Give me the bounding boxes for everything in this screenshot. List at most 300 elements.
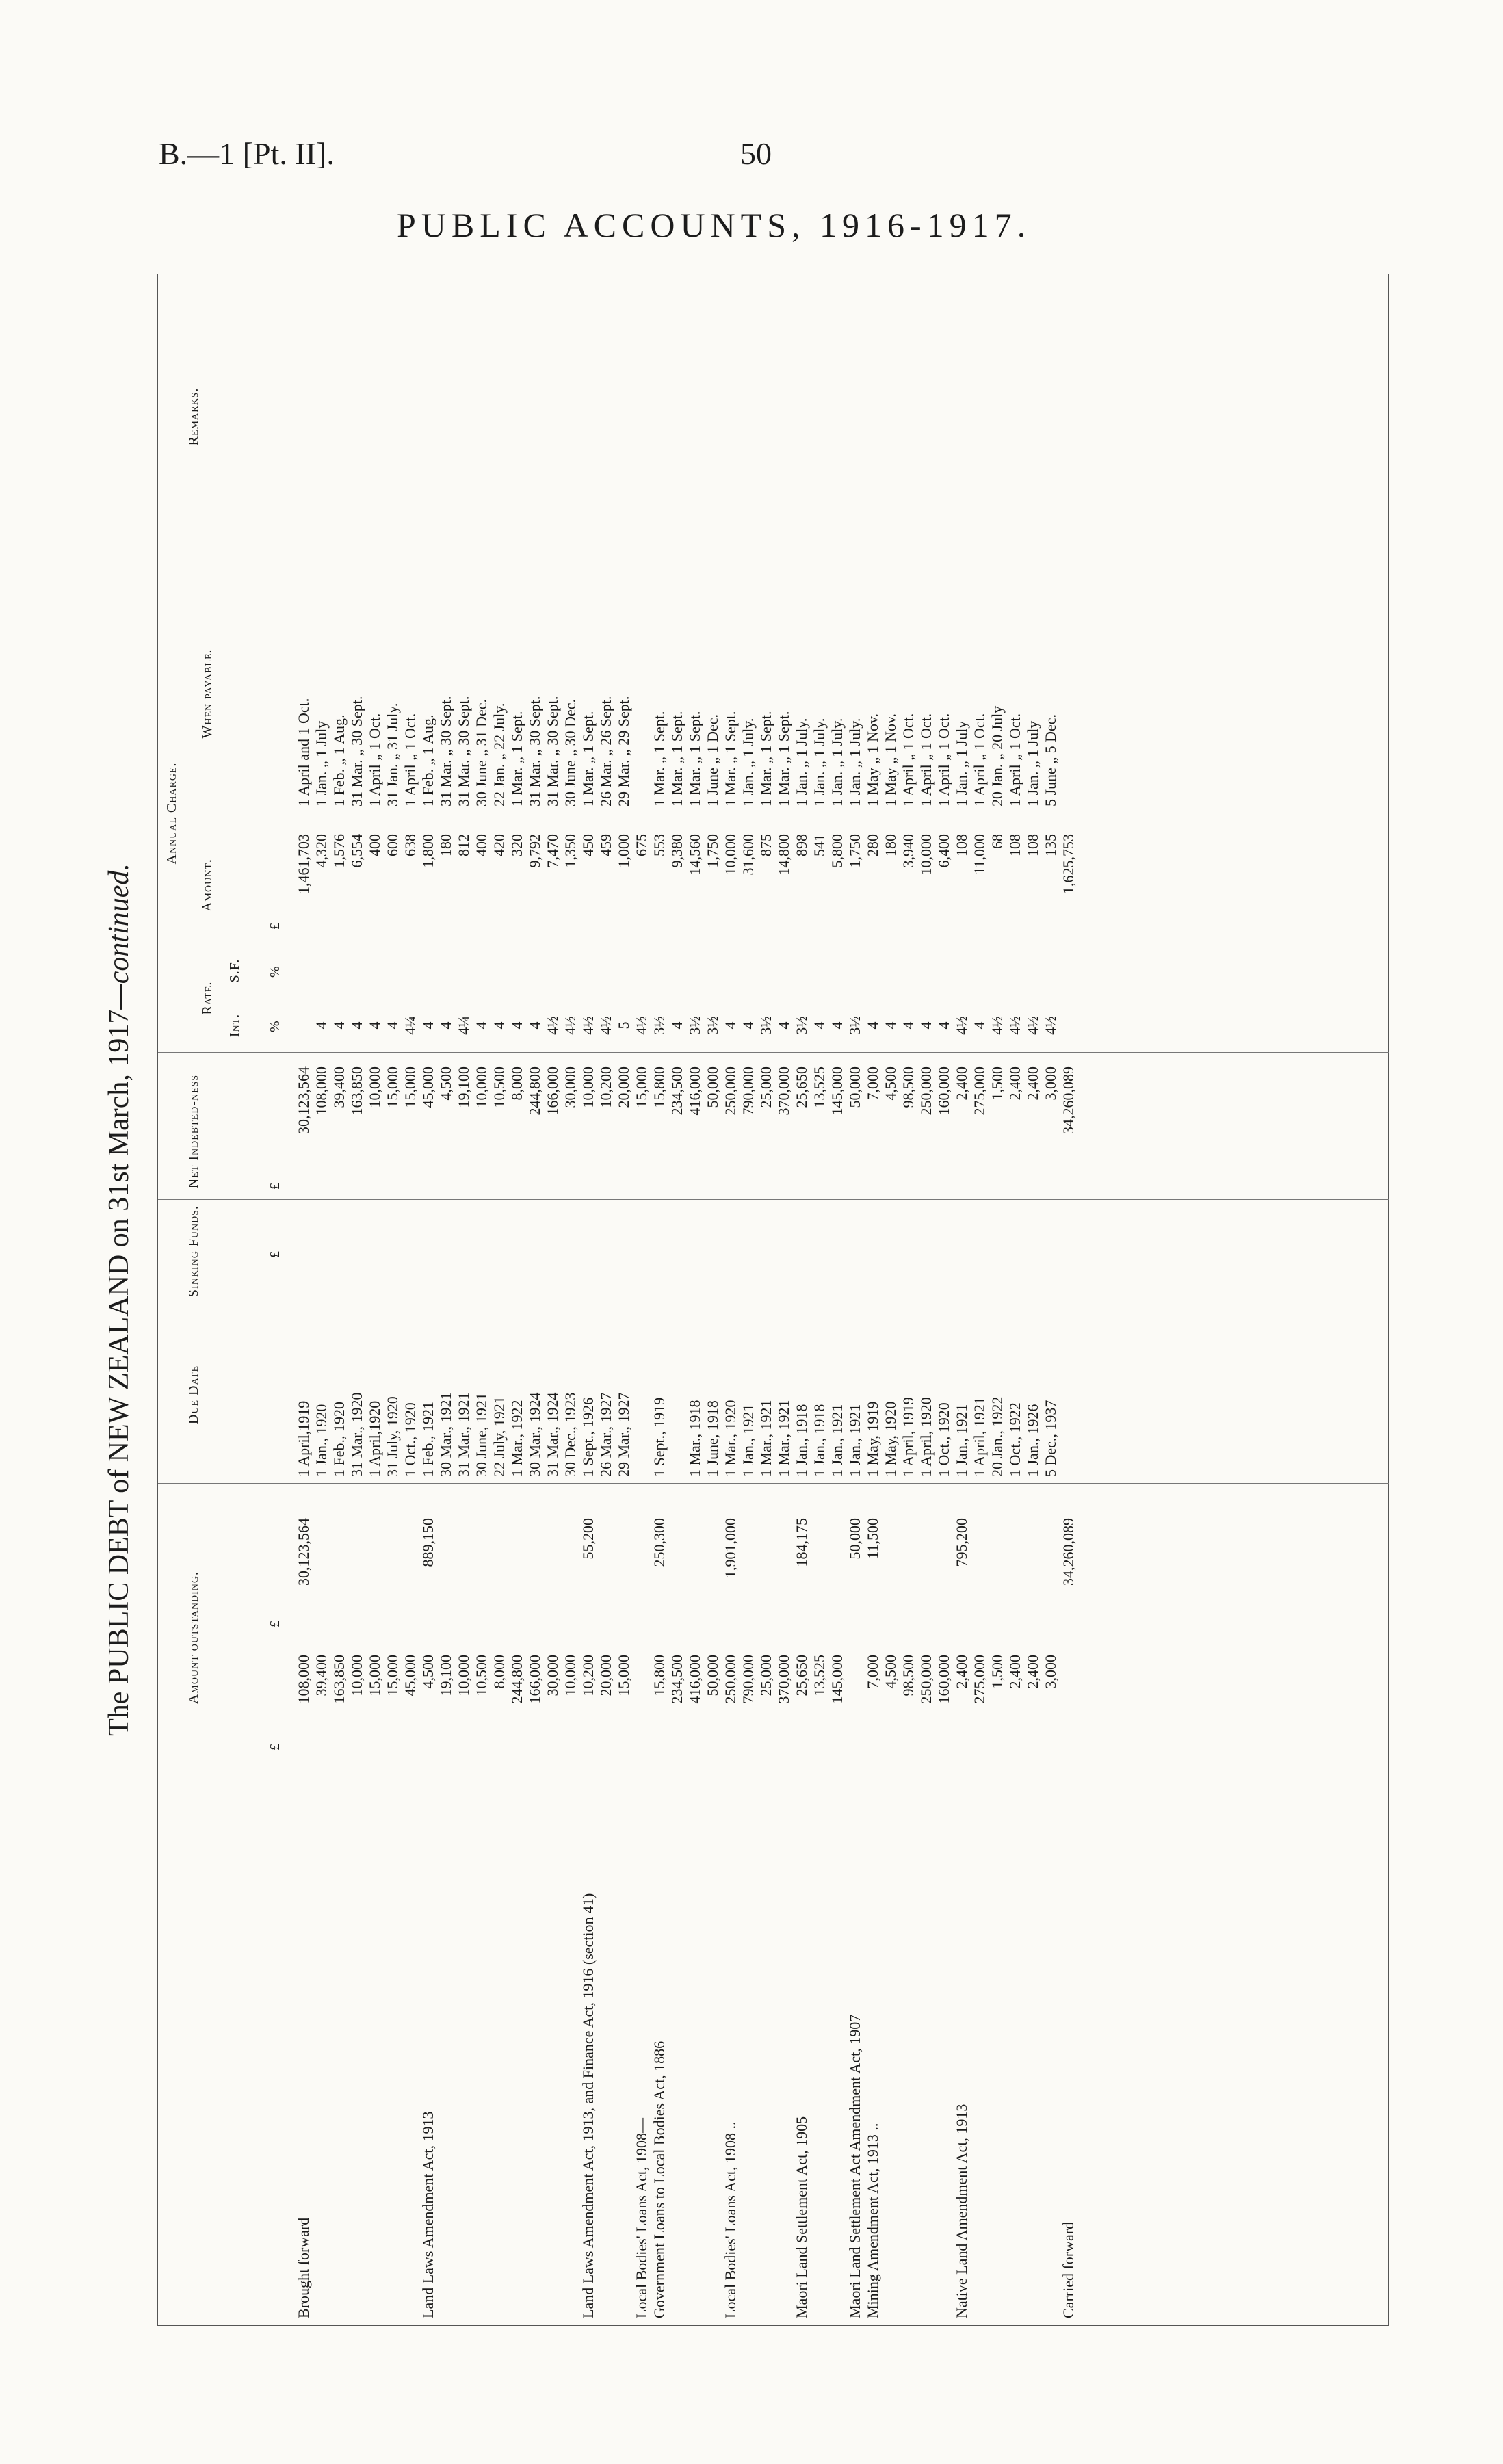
table-row: [775, 273, 793, 2325]
cell-when: 1 Jan. „ 1 July.: [811, 718, 828, 807]
cell-when: 30 June „ 31 Dec.: [473, 698, 490, 807]
cell-chg: 459: [597, 834, 614, 856]
page-reference: B.—1 [Pt. II].: [159, 136, 335, 171]
cell-when: 22 Jan. „ 22 July.: [491, 703, 508, 807]
cell-net: 10,000: [366, 1066, 383, 1108]
cell-net: 19,100: [455, 1066, 472, 1108]
cell-chg: 3,940: [900, 834, 917, 868]
table-row: [722, 273, 740, 2325]
cell-amt: 10,200: [579, 1655, 597, 1696]
cell-net: 790,000: [740, 1066, 757, 1116]
cell-chg: 280: [864, 834, 881, 856]
rotated-table-block: [96, 137, 1464, 2326]
cell-int: 4: [419, 1021, 436, 1030]
cell-net: 275,000: [971, 1066, 988, 1116]
cell-due: 1 Mar., 1921: [757, 1400, 774, 1477]
cell-desc: Government Loans to Local Bodies Act, 1886: [651, 2041, 668, 2318]
cell-due: 1 Jan., 1918: [811, 1404, 828, 1477]
cell-int: 3½: [686, 1016, 703, 1035]
cell-amt: 50,000: [704, 1655, 721, 1696]
cell-int: 4: [900, 1021, 917, 1030]
header-amount-outstanding: Amount outstanding.: [186, 1571, 201, 1704]
table-row: [384, 273, 402, 2325]
cell-amt: 416,000: [686, 1655, 703, 1704]
cell-chg: 14,560: [686, 834, 703, 876]
cell-amt: 370,000: [775, 1655, 792, 1704]
cell-net: 15,800: [651, 1066, 668, 1108]
cell-amt: 2,400: [1024, 1655, 1041, 1689]
cell-int: 4: [722, 1021, 739, 1030]
cell-int: 3½: [651, 1016, 668, 1035]
cell-net: 244,800: [526, 1066, 543, 1116]
cell-chg: 898: [793, 834, 810, 856]
cell-chg: 11,000: [971, 834, 988, 875]
cell-grp: 34,260,089: [1060, 1518, 1077, 1586]
cell-net: 166,000: [544, 1066, 561, 1116]
table-row: [668, 273, 686, 2325]
cell-due: 1 May, 1919: [864, 1401, 881, 1477]
cell-due: 1 Jan., 1921: [828, 1404, 846, 1477]
cell-net: 1,500: [989, 1066, 1006, 1101]
table-row: [313, 273, 330, 2325]
cell-due: 1 Mar., 1921: [775, 1400, 792, 1477]
unit-pound: £: [267, 1183, 283, 1190]
cell-due: 1 Jan., 1921: [953, 1404, 970, 1477]
cell-amt: 25,000: [757, 1655, 774, 1696]
cell-when: 1 June „ 1 Dec.: [704, 713, 721, 807]
cell-chg: 10,000: [722, 834, 739, 876]
table-row: [1042, 273, 1060, 2325]
cell-due: 1 Mar., 1920: [722, 1400, 739, 1477]
cell-due: 29 Mar., 1927: [615, 1392, 632, 1477]
cell-amt: 145,000: [828, 1655, 846, 1704]
cell-amt: 15,800: [651, 1655, 668, 1696]
cell-int: 3½: [846, 1016, 863, 1035]
cell-amt: 4,500: [419, 1655, 436, 1689]
cell-due: 1 Jan., 1921: [740, 1404, 757, 1477]
cell-chg: 6,554: [348, 834, 365, 868]
unit-percent: %: [267, 966, 283, 978]
cell-chg: 7,470: [544, 834, 561, 868]
cell-int: 4½: [953, 1016, 970, 1035]
cell-when: 1 April „ 1 Oct.: [900, 713, 917, 807]
table-row: [651, 273, 668, 2325]
cell-due: 1 Feb., 1920: [330, 1402, 348, 1477]
cell-chg: 1,750: [704, 834, 721, 868]
cell-int: 4: [882, 1021, 899, 1030]
cell-int: 4: [526, 1021, 543, 1030]
table-row: [508, 273, 526, 2325]
table-row: [811, 273, 828, 2325]
cell-when: 1 Jan. „ 1 July.: [740, 718, 757, 807]
cell-amt: 3,000: [1042, 1655, 1059, 1689]
cell-int: 4: [828, 1021, 846, 1030]
table-row: [526, 273, 544, 2325]
cell-due: 31 Mar., 1924: [544, 1392, 561, 1477]
cell-int: 4: [864, 1021, 881, 1030]
cell-due: 1 Sept., 1926: [579, 1397, 597, 1477]
unit-percent: %: [267, 1021, 283, 1032]
table-row: [402, 273, 419, 2325]
header-due-date: Due Date: [186, 1365, 201, 1425]
unit-pound: £: [267, 1621, 283, 1627]
cell-when: 1 April „ 1 Oct.: [971, 713, 988, 807]
cell-net: 250,000: [722, 1066, 739, 1116]
cell-chg: 450: [579, 834, 597, 856]
header-rate: Rate.: [200, 981, 215, 1015]
cell-desc: Maori Land Settlement Act Amendment Act, 1907: [846, 2014, 863, 2318]
cell-amt: 250,000: [722, 1655, 739, 1704]
cell-amt: 19,100: [437, 1655, 454, 1696]
cell-amt: 4,500: [882, 1655, 899, 1689]
cell-net: 3,000: [1042, 1066, 1059, 1101]
cell-chg: 9,380: [668, 834, 685, 868]
cell-amt: 15,000: [384, 1655, 401, 1696]
cell-when: 1 April „ 1 Oct.: [402, 713, 419, 807]
cell-amt: 160,000: [935, 1655, 952, 1704]
table-row: [757, 273, 775, 2325]
cell-int: 4: [740, 1021, 757, 1030]
cell-chg: 6,400: [935, 834, 952, 868]
header-when-payable: When payable.: [200, 648, 215, 739]
cell-amt: 30,000: [544, 1655, 561, 1696]
cell-when: 1 Mar. „ 1 Sept.: [686, 711, 703, 807]
cell-when: 31 Mar. „ 30 Sept.: [455, 696, 472, 807]
cell-due: 31 July, 1920: [384, 1396, 401, 1477]
cell-due: 1 Jan., 1918: [793, 1404, 810, 1477]
table-title-suffix: —continued.: [103, 863, 135, 1010]
cell-net: 163,850: [348, 1066, 365, 1116]
cell-net: 10,200: [597, 1066, 614, 1108]
cell-chg: 108: [1006, 834, 1023, 856]
cell-amt: 1,500: [989, 1655, 1006, 1689]
cell-chg: 108: [1024, 834, 1041, 856]
page-title: PUBLIC ACCOUNTS, 1916-1917.: [397, 206, 1032, 244]
cell-net: 98,500: [900, 1066, 917, 1108]
header-net-indebtedness: Net Indebted-ness: [186, 1074, 201, 1189]
cell-when: 1 Mar. „ 1 Sept.: [757, 711, 774, 807]
cell-amt: 8,000: [491, 1655, 508, 1689]
cell-int: 4: [935, 1021, 952, 1030]
table-row: [419, 273, 437, 2325]
cell-net: 108,000: [313, 1066, 330, 1116]
table-row: [846, 273, 864, 2325]
cell-when: 1 Jan. „ 1 July: [313, 720, 330, 807]
cell-due: 1 June, 1918: [704, 1400, 721, 1477]
table-row: [633, 273, 651, 2325]
table-row: [597, 273, 615, 2325]
cell-net: 2,400: [953, 1066, 970, 1101]
cell-when: 1 Feb. „ 1 Aug.: [419, 714, 436, 807]
cell-chg: 675: [633, 834, 650, 856]
table-row: [917, 273, 935, 2325]
cell-chg: 875: [757, 834, 774, 856]
cell-chg: 135: [1042, 834, 1059, 856]
table-row: [935, 273, 953, 2325]
cell-grp: 795,200: [953, 1518, 970, 1567]
cell-net: 10,500: [491, 1066, 508, 1108]
cell-amt: 15,000: [615, 1655, 632, 1696]
cell-net: 20,000: [615, 1066, 632, 1108]
cell-net: 25,650: [793, 1066, 810, 1108]
cell-chg: 420: [491, 834, 508, 856]
unit-pound: £: [267, 923, 283, 930]
cell-int: 4: [366, 1021, 383, 1030]
cell-due: 26 Mar., 1927: [597, 1392, 614, 1477]
cell-due: 30 Dec., 1923: [562, 1392, 579, 1477]
table-row: [348, 273, 366, 2325]
cell-net: 8,000: [508, 1066, 525, 1101]
table-row: [686, 273, 704, 2325]
cell-net: 15,000: [633, 1066, 650, 1108]
cell-int: 4: [917, 1021, 935, 1030]
cell-grp: 889,150: [419, 1518, 436, 1567]
cell-net: 10,000: [579, 1066, 597, 1108]
cell-when: 31 Mar. „ 30 Sept.: [544, 696, 561, 807]
cell-amt: 108,000: [295, 1655, 312, 1704]
cell-int: 4½: [579, 1016, 597, 1035]
page-number: 50: [740, 136, 772, 171]
cell-due: 22 July, 1921: [491, 1396, 508, 1477]
cell-net: 30,123,564: [295, 1066, 312, 1134]
cell-int: 4: [508, 1021, 525, 1030]
cell-when: 1 Jan. „ 1 July: [1024, 720, 1041, 807]
cell-net: 4,500: [882, 1066, 899, 1101]
cell-amt: 166,000: [526, 1655, 543, 1704]
cell-due: 1 April, 1920: [917, 1397, 935, 1477]
table-row: [989, 273, 1006, 2325]
cell-desc: Maori Land Settlement Act, 1905: [793, 2116, 810, 2318]
cell-desc: Brought forward: [295, 2217, 312, 2318]
cell-when: 29 Mar. „ 29 Sept.: [615, 696, 632, 807]
header-sinking-funds: Sinking Funds.: [186, 1205, 201, 1298]
cell-when: 1 Mar. „ 1 Sept.: [579, 711, 597, 807]
cell-chg: 812: [455, 834, 472, 856]
cell-amt: 25,650: [793, 1655, 810, 1696]
cell-int: 3½: [793, 1016, 810, 1035]
cell-net: 234,500: [668, 1066, 685, 1116]
cell-amt: 234,500: [668, 1655, 685, 1704]
cell-chg: 600: [384, 834, 401, 856]
cell-when: 1 Mar. „ 1 Sept.: [668, 711, 685, 807]
cell-desc: Native Land Amendment Act, 1913: [953, 2103, 970, 2318]
cell-int: 4½: [562, 1016, 579, 1035]
cell-due: 1 April,1920: [366, 1400, 383, 1477]
table-row: [1006, 273, 1024, 2325]
cell-int: 4¼: [455, 1016, 472, 1035]
cell-due: 5 Dec., 1937: [1042, 1400, 1059, 1477]
cell-due: 1 Oct., 1922: [1006, 1402, 1023, 1477]
header-int: Int.: [227, 1013, 242, 1038]
cell-when: 1 Jan. „ 1 July.: [793, 718, 810, 807]
cell-int: 4½: [633, 1016, 650, 1035]
cell-chg: 1,750: [846, 834, 863, 868]
cell-when: 1 April „ 1 Oct.: [1006, 713, 1023, 807]
cell-when: 20 Jan. „ 20 July: [989, 705, 1006, 807]
cell-when: 1 Mar. „ 1 Sept.: [651, 711, 668, 807]
cell-chg: 10,000: [917, 834, 935, 876]
cell-due: 1 Sept., 1919: [651, 1397, 668, 1477]
cell-int: 4: [348, 1021, 365, 1030]
cell-int: 4: [384, 1021, 401, 1030]
cell-due: 1 Mar., 1918: [686, 1400, 703, 1477]
table-row: [473, 273, 491, 2325]
table-row: [740, 273, 757, 2325]
header-annual-charge: Annual Charge.: [164, 762, 179, 865]
cell-grp: 184,175: [793, 1518, 810, 1567]
cell-amt: 10,000: [562, 1655, 579, 1696]
cell-chg: 5,800: [828, 834, 846, 868]
cell-when: 31 Mar. „ 30 Sept.: [526, 696, 543, 807]
cell-int: 5: [615, 1021, 632, 1030]
table-row: [793, 273, 811, 2325]
cell-chg: 180: [437, 834, 454, 856]
header-remarks: Remarks.: [186, 387, 201, 446]
cell-net: 145,000: [828, 1066, 846, 1116]
cell-net: 416,000: [686, 1066, 703, 1116]
cell-int: 4: [811, 1021, 828, 1030]
cell-int: 4: [473, 1021, 490, 1030]
cell-chg: 9,792: [526, 834, 543, 868]
cell-int: 4: [330, 1021, 348, 1030]
cell-when: 1 Jan. „ 1 July.: [828, 718, 846, 807]
cell-amt: 244,800: [508, 1655, 525, 1704]
table-row: [704, 273, 722, 2325]
table-row: [491, 273, 508, 2325]
cell-chg: 31,600: [740, 834, 757, 876]
cell-chg: 1,461,703: [295, 834, 312, 894]
cell-due: 1 May, 1920: [882, 1401, 899, 1477]
cell-int: 4¼: [402, 1016, 419, 1035]
cell-due: 31 Mar., 1921: [455, 1392, 472, 1477]
cell-chg: 180: [882, 834, 899, 856]
cell-int: 4: [313, 1021, 330, 1030]
cell-due: 1 Feb., 1921: [419, 1402, 436, 1477]
cell-when: 1 May „ 1 Nov.: [864, 713, 881, 807]
table-row: [1024, 273, 1042, 2325]
cell-when: 30 June „ 30 Dec.: [562, 698, 579, 807]
cell-int: 4½: [1006, 1016, 1023, 1035]
cell-amt: 2,400: [1006, 1655, 1023, 1689]
cell-chg: 68: [989, 834, 1006, 849]
table-frame: [157, 274, 1389, 2326]
table-row: [882, 273, 900, 2325]
cell-desc: Mining Amendment Act, 1913 ..: [864, 2123, 881, 2318]
cell-int: 3½: [757, 1016, 774, 1035]
cell-desc: Land Laws Amendment Act, 1913, and Finance Act, 1916 (section 41): [579, 1893, 597, 2318]
cell-desc: Local Bodies' Loans Act, 1908 ..: [722, 2121, 739, 2318]
table-row: [437, 273, 455, 2325]
cell-amt: 275,000: [971, 1655, 988, 1704]
cell-int: 4½: [1024, 1016, 1041, 1035]
cell-net: 2,400: [1006, 1066, 1023, 1101]
table-row: [330, 273, 348, 2325]
cell-net: 30,000: [562, 1066, 579, 1108]
cell-amt: 7,000: [864, 1655, 881, 1689]
cell-due: 1 Jan., 1926: [1024, 1404, 1041, 1477]
cell-net: 39,400: [330, 1066, 348, 1108]
cell-when: 1 May „ 1 Nov.: [882, 713, 899, 807]
cell-net: 25,000: [757, 1066, 774, 1108]
cell-amt: 20,000: [597, 1655, 614, 1696]
cell-amt: 10,000: [455, 1655, 472, 1696]
cell-when: 31 Mar. „ 30 Sept.: [348, 696, 365, 807]
cell-chg: 1,800: [419, 834, 436, 868]
cell-desc: Local Bodies' Loans Act, 1908—: [633, 2118, 650, 2318]
header-sf: S.F.: [227, 958, 242, 983]
cell-net: 10,000: [473, 1066, 490, 1108]
cell-due: 1 Jan., 1920: [313, 1404, 330, 1477]
cell-desc: Carried forward: [1060, 2221, 1077, 2318]
cell-when: 1 Jan. „ 1 July: [953, 720, 970, 807]
table-title-main: The PUBLIC DEBT of NEW ZEALAND on 31st March, 1917: [103, 1009, 135, 1736]
table-row: [828, 273, 846, 2325]
cell-chg: 541: [811, 834, 828, 856]
table-row: [971, 273, 989, 2325]
header-charge-amount: Amount.: [200, 859, 215, 912]
cell-net: 15,000: [402, 1066, 419, 1108]
cell-amt: 13,525: [811, 1655, 828, 1696]
cell-net: 370,000: [775, 1066, 792, 1116]
cell-amt: 250,000: [917, 1655, 935, 1704]
cell-chg: 1,625,753: [1060, 834, 1077, 894]
cell-int: 4: [775, 1021, 792, 1030]
cell-when: 1 April „ 1 Oct.: [935, 713, 952, 807]
table-row: [1060, 273, 1077, 2325]
cell-when: 1 Mar. „ 1 Sept.: [775, 711, 792, 807]
cell-amt: 790,000: [740, 1655, 757, 1704]
cell-int: 4½: [1042, 1016, 1059, 1035]
cell-grp: 50,000: [846, 1518, 863, 1560]
cell-net: 160,000: [935, 1066, 952, 1116]
cell-amt: 45,000: [402, 1655, 419, 1696]
cell-chg: 1,576: [330, 834, 348, 868]
cell-chg: 4,320: [313, 834, 330, 868]
cell-chg: 638: [402, 834, 419, 856]
cell-when: 1 April and 1 Oct.: [295, 698, 312, 807]
cell-when: 1 April „ 1 Oct.: [366, 713, 383, 807]
cell-chg: 14,800: [775, 834, 792, 876]
unit-pound: £: [267, 1251, 283, 1258]
cell-due: 30 Mar., 1924: [526, 1392, 543, 1477]
cell-when: 1 Feb. „ 1 Aug.: [330, 714, 348, 807]
cell-net: 7,000: [864, 1066, 881, 1101]
cell-grp: 1,901,000: [722, 1518, 739, 1578]
cell-due: 1 Mar., 1922: [508, 1400, 525, 1477]
cell-due: 1 April,1919: [295, 1400, 312, 1477]
cell-chg: 320: [508, 834, 525, 856]
cell-amt: 2,400: [953, 1655, 970, 1689]
cell-int: 4: [668, 1021, 685, 1030]
cell-net: 15,000: [384, 1066, 401, 1108]
cell-amt: 10,500: [473, 1655, 490, 1696]
cell-int: 4½: [597, 1016, 614, 1035]
table-row: [864, 273, 882, 2325]
cell-chg: 1,000: [615, 834, 632, 868]
table-row: [953, 273, 971, 2325]
table-title: [103, 274, 135, 2326]
table-body: [295, 273, 1077, 2325]
cell-chg: 553: [651, 834, 668, 856]
cell-chg: 1,350: [562, 834, 579, 868]
cell-net: 2,400: [1024, 1066, 1041, 1101]
cell-amt: 98,500: [900, 1655, 917, 1696]
cell-int: 4: [437, 1021, 454, 1030]
table-row: [295, 273, 313, 2325]
cell-when: 5 June „ 5 Dec.: [1042, 713, 1059, 807]
cell-due: 31 Mar., 1920: [348, 1392, 365, 1477]
table-row: [579, 273, 597, 2325]
